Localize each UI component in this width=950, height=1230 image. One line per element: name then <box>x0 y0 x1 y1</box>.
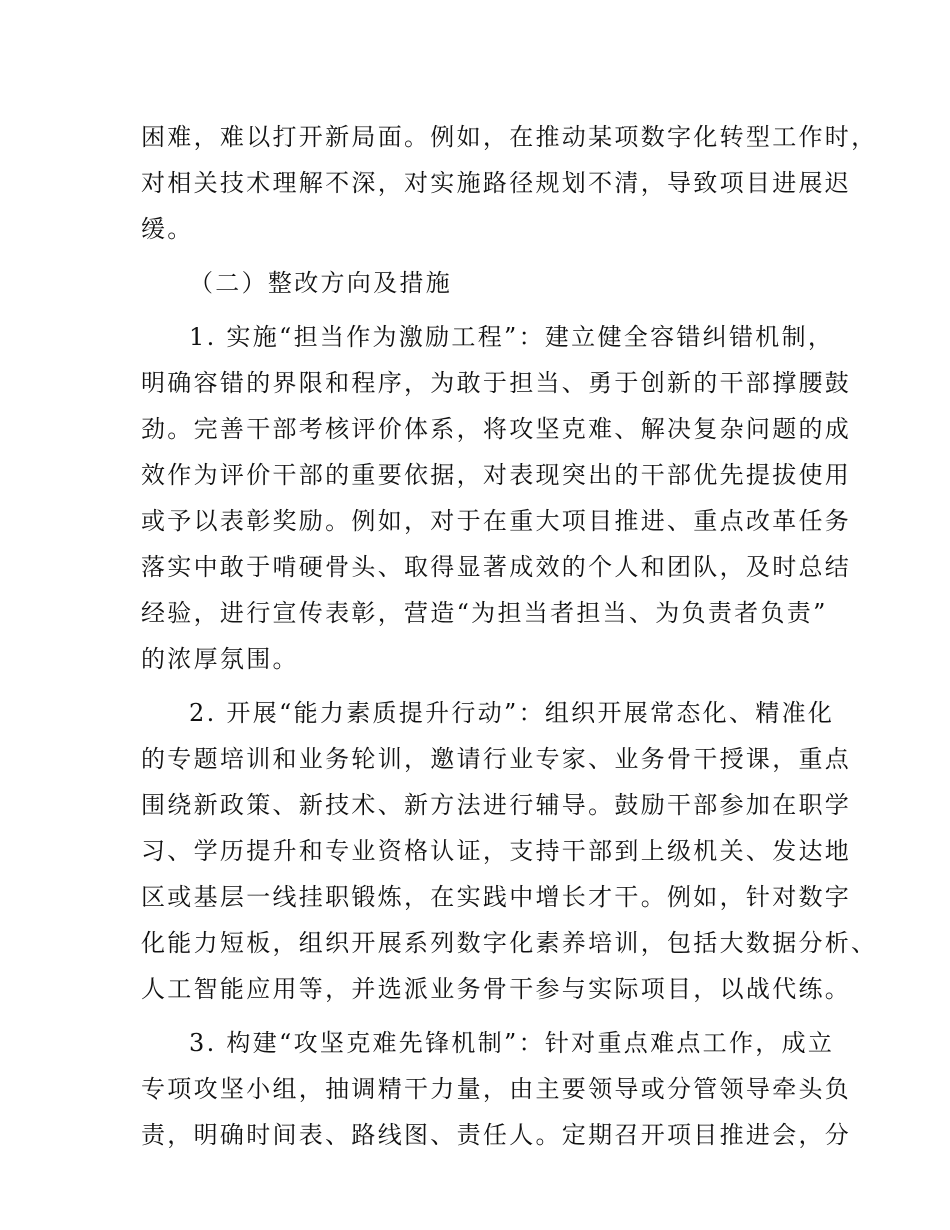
text-line: 区或基层一线挂职锻炼，在实践中增长才干。例如，针对数字 <box>141 883 852 911</box>
measure-3-paragraph <box>141 1020 852 1158</box>
text-line: 责，明确时间表、路线图、责任人。定期召开项目推进会，分 <box>141 1121 852 1149</box>
measure-1-paragraph <box>141 314 852 682</box>
text-line: 效作为评价干部的重要依据，对表现突出的干部优先提拔使用 <box>141 461 852 489</box>
intro-paragraph <box>141 114 878 252</box>
text-line: 1. 实施“担当作为激励工程”：建立健全容错纠错机制， <box>189 323 835 351</box>
text-line: 落实中敢于啃硬骨头、取得显著成效的个人和团队，及时总结 <box>141 553 852 581</box>
text-line: 缓。 <box>141 215 194 243</box>
text-line: 2. 开展“能力素质提升行动”：组织开展常态化、精准化 <box>189 699 835 727</box>
text-line: 经验，进行宣传表彰，营造“为担当者担当、为负责者负责” <box>141 599 828 627</box>
text-line: 的浓厚氛围。 <box>141 645 299 673</box>
text-line: 或予以表彰奖励。例如，对于在重大项目推进、重点改革任务 <box>141 507 852 535</box>
text-line: 3. 构建“攻坚克难先锋机制”：针对重点难点工作，成立 <box>189 1029 835 1057</box>
text-line: 对相关技术理解不深，对实施路径规划不清，导致项目进展迟 <box>141 169 852 197</box>
text-line: 化能力短板，组织开展系列数字化素养培训，包括大数据分析、 <box>141 929 878 957</box>
document-body <box>141 114 878 1158</box>
text-line: 困难，难以打开新局面。例如，在推动某项数字化转型工作时， <box>141 123 878 151</box>
text-line: 围绕新政策、新技术、新方法进行辅导。鼓励干部参加在职学 <box>141 791 852 819</box>
section-heading: （二）整改方向及措施 <box>189 269 452 297</box>
measure-2-paragraph <box>141 690 878 1012</box>
text-line: 的专题培训和业务轮训，邀请行业专家、业务骨干授课，重点 <box>141 745 852 773</box>
text-line: 习、学历提升和专业资格认证，支持干部到上级机关、发达地 <box>141 837 852 865</box>
text-line: 明确容错的界限和程序，为敢于担当、勇于创新的干部撑腰鼓 <box>141 369 852 397</box>
text-line: 人工智能应用等，并选派业务骨干参与实际项目，以战代练。 <box>141 975 852 1003</box>
text-line: 专项攻坚小组，抽调精干力量，由主要领导或分管领导牵头负 <box>141 1075 852 1103</box>
text-line: 劲。完善干部考核评价体系，将攻坚克难、解决复杂问题的成 <box>141 415 852 443</box>
